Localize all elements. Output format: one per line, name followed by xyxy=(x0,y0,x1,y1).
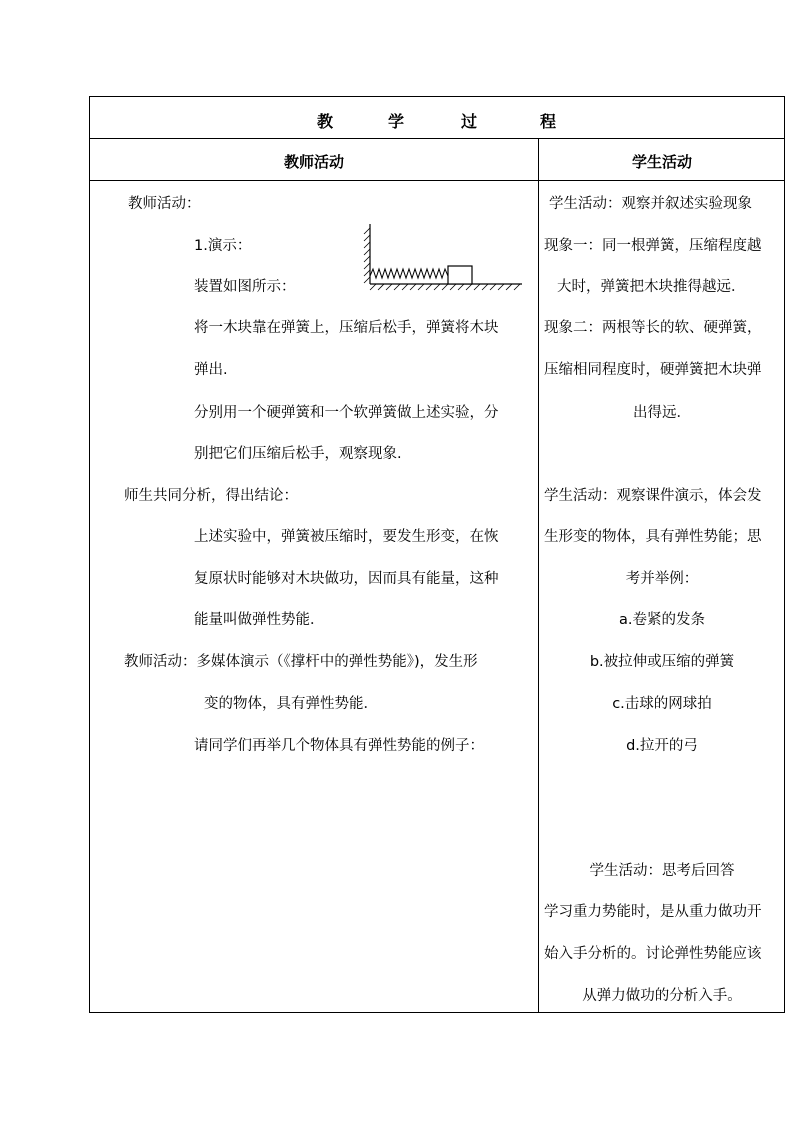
student-line-12: c.击球的网球拍 xyxy=(612,696,712,712)
student-line-9: 考并举例： xyxy=(625,571,699,587)
teacher-line-7: 别把它们压缩后松手，观察现象. xyxy=(194,446,402,462)
student-line-15: 学习重力势能时，是从重力做功开 xyxy=(544,904,762,920)
title-char-2: 学 xyxy=(388,112,405,131)
teacher-line-8: 师生共同分析，得出结论： xyxy=(124,488,298,504)
header-student: 学生活动 xyxy=(631,153,692,171)
student-line-3: 大时，弹簧把木块推得越远． xyxy=(557,279,746,295)
student-line-7: 学生活动：观察课件演示，体会发 xyxy=(544,488,762,504)
student-line-16: 始入手分析的。讨论弹性势能应该 xyxy=(544,946,762,962)
title-char-1: 教 xyxy=(317,112,334,131)
header-teacher: 教师活动 xyxy=(283,153,344,171)
table-header-row xyxy=(90,139,784,181)
teacher-line-9: 上述实验中，弹簧被压缩时，要发生形变，在恢 xyxy=(194,529,499,545)
teacher-line-3: 装置如图所示： xyxy=(194,279,296,295)
student-line-13: d.拉开的弓 xyxy=(626,738,698,754)
teacher-line-12: 教师活动：多媒体演示（《撑杆中的弹性势能》)，发生形 xyxy=(124,654,478,670)
student-line-17: 从弹力做功的分析入手。 xyxy=(582,988,742,1004)
student-line-11: b.被拉伸或压缩的弹簧 xyxy=(589,654,735,670)
student-line-1: 学生活动：观察并叙述实验现象 xyxy=(549,196,752,212)
teacher-line-5: 弹出. xyxy=(194,362,228,378)
student-line-5: 压缩相同程度时，硬弹簧把木块弹 xyxy=(544,362,762,378)
teacher-line-1: 教师活动： xyxy=(128,196,201,212)
student-line-10: a.卷紧的发条 xyxy=(619,612,705,628)
teacher-line-6: 分别用一个硬弹簧和一个软弹簧做上述实验，分 xyxy=(194,405,499,421)
student-line-14: 学生活动：思考后回答 xyxy=(589,863,735,879)
teacher-line-11: 能量叫做弹性势能． xyxy=(194,612,325,628)
student-line-2: 现象一：同一根弹簧，压缩程度越 xyxy=(544,238,762,254)
teacher-line-14: 请同学们再举几个物体具有弹性势能的例子： xyxy=(194,738,484,754)
teacher-line-4: 将一木块靠在弹簧上，压缩后松手，弹簧将木块 xyxy=(194,320,499,336)
table-title-row xyxy=(90,97,784,139)
spring-apparatus-figure xyxy=(360,222,526,292)
title-char-4: 程 xyxy=(540,112,557,131)
teacher-line-2: 1.演示： xyxy=(194,238,252,254)
title-char-3: 过 xyxy=(461,112,478,131)
teacher-line-13: 变的物体，具有弹性势能． xyxy=(204,696,378,712)
student-line-8: 生形变的物体，具有弹性势能；思 xyxy=(544,529,762,545)
teacher-line-10: 复原状时能够对木块做功，因而具有能量，这种 xyxy=(194,571,499,587)
student-line-4: 现象二：两根等长的软、硬弹簧， xyxy=(544,320,762,336)
student-line-6: 出得远． xyxy=(633,405,691,421)
